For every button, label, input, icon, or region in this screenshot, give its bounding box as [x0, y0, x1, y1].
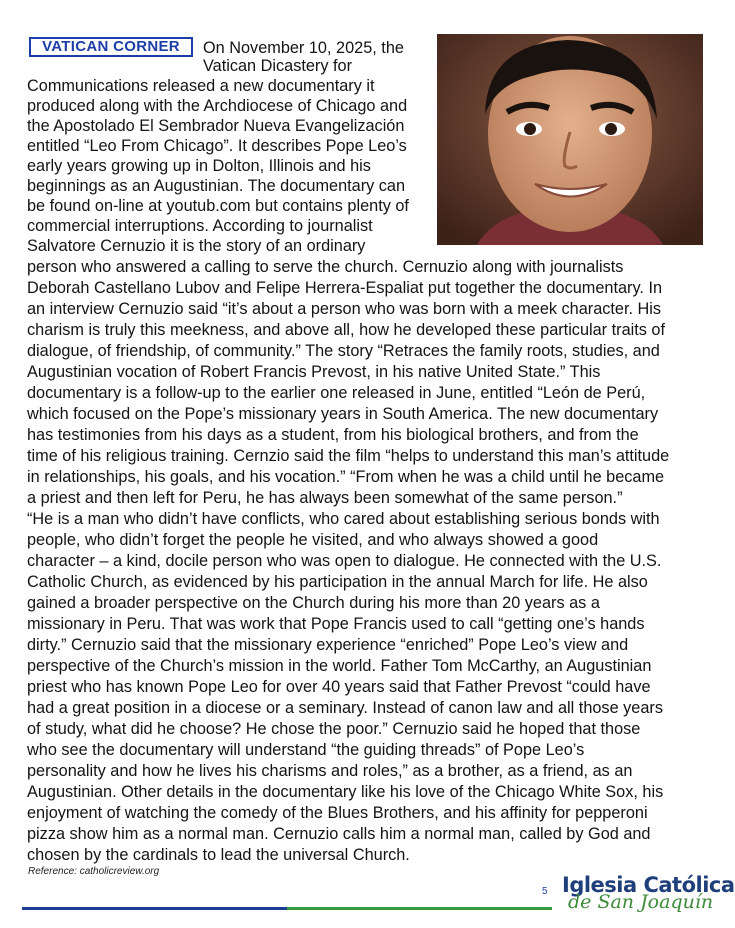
page-number: 5	[542, 886, 548, 897]
body-line: priest who has known Pope Leo for over 40 years said that Father Prevost “could have	[27, 678, 651, 696]
body-line: dirty.” Cernuzio said that the missionary experience “enriched” Pope Leo’s view and	[27, 636, 629, 654]
body-line: had a great position in a diocese or a seminary. Instead of canon law and all those years	[27, 699, 663, 717]
body-line: Catholic Church, as evidenced by his participation in the annual March for life. He also	[27, 573, 648, 591]
body-line: an interview Cernuzio said “it’s about a person who was born with a meek character. His	[27, 300, 662, 318]
body-line: Augustinian vocation of Robert Francis Prevost, in his native United State.” This	[27, 363, 601, 381]
body-line: which focused on the Pope’s missionary years in South America. The new documentary	[27, 405, 659, 423]
body-line: “He is a man who didn’t have conflicts, who cared about establishing serious bonds with	[27, 510, 660, 528]
body-line: Communications released a new documentary it	[27, 77, 375, 95]
body-line: people, who didn’t forget the people he visited, and who always showed a good	[27, 531, 599, 549]
body-line: in relationships, his goals, and his vocation.” “From when he was a child until he became	[27, 468, 665, 486]
body-line: has testimonies from his days as a student, from his biological brothers, and from the	[27, 426, 639, 444]
body-line: chosen by the cardinals to lead the universal Church.	[27, 846, 410, 864]
body-line: character – a kind, docile person who was open to dialogue. He connected with the U.S.	[27, 552, 662, 570]
body-line: entitled “Leo From Chicago”. It describes Pope Leo’s	[27, 137, 407, 155]
body-line: of study, what did he choose? He chose the poor.” Cernuzio said he hoped that those	[27, 720, 641, 738]
body-line: pizza show him as a normal man. Cernuzio calls him a normal man, called by God and	[27, 825, 651, 843]
body-line: commercial interruptions. According to journalist	[27, 217, 373, 235]
logo-line2: de San Joaquín	[568, 891, 714, 913]
body-line: missionary in Peru. That was work that Pope Francis used to call “getting one’s hands	[27, 615, 645, 633]
body-line: documentary is a follow-up to the earlier one released in June, entitled “León de Perú,	[27, 384, 646, 402]
body-line: On November 10, 2025, the	[203, 39, 404, 57]
reference-note: Reference: catholicreview.org	[28, 866, 160, 877]
body-line: dialogue, of friendship, of community.” The story “Retraces the family roots, studies, and	[27, 342, 660, 360]
footer-divider	[22, 907, 552, 910]
portrait-illustration	[437, 34, 703, 245]
body-line: Vatican Dicastery for	[203, 57, 352, 75]
body-line: person who answered a calling to serve the church. Cernuzio along with journalists	[27, 258, 624, 276]
body-line: Augustinian. Other details in the documentary like his love of the Chicago White Sox, his	[27, 783, 664, 801]
body-line: produced along with the Archdiocese of Chicago and	[27, 97, 408, 115]
section-badge: VATICAN CORNER	[29, 37, 193, 57]
body-line: enjoyment of watching the comedy of the Blues Brothers, and his affinity for pepperoni	[27, 804, 648, 822]
body-line: charism is truly this meekness, and above all, how he developed these particular traits of	[27, 321, 666, 339]
body-line: be found on-line at youtub.com but contains plenty of	[27, 197, 409, 215]
body-line: early years growing up in Dolton, Illinois and his	[27, 157, 371, 175]
body-line: a priest and then left for Peru, he has always been somewhat of the same person.”	[27, 489, 623, 507]
body-line: time of his religious training. Cernzio said the film “helps to understand this man’s attitude	[27, 447, 670, 465]
body-line: gained a broader perspective on the Church during his more than 20 years as a	[27, 594, 600, 612]
body-line: Deborah Castellano Lubov and Felipe Herrera-Espaliat put together the documentary. In	[27, 279, 663, 297]
portrait-photo	[437, 34, 703, 245]
body-line: perspective of the Church’s mission in the world. Father Tom McCarthy, an Augustinian	[27, 657, 652, 675]
body-line: beginnings as an Augustinian. The documentary can	[27, 177, 406, 195]
parish-logo	[560, 873, 735, 915]
body-line: who see the documentary will understand “the guiding threads” of Pope Leo’s	[27, 741, 585, 759]
body-line: the Apostolado El Sembrador Nueva Evangelización	[27, 117, 405, 135]
logo-line1: Iglesia Católica	[562, 873, 735, 897]
body-line: personality and how he lives his charisms and roles,” as a brother, as a friend, as an	[27, 762, 633, 780]
body-line: Salvatore Cernuzio it is the story of an ordinary	[27, 237, 366, 255]
